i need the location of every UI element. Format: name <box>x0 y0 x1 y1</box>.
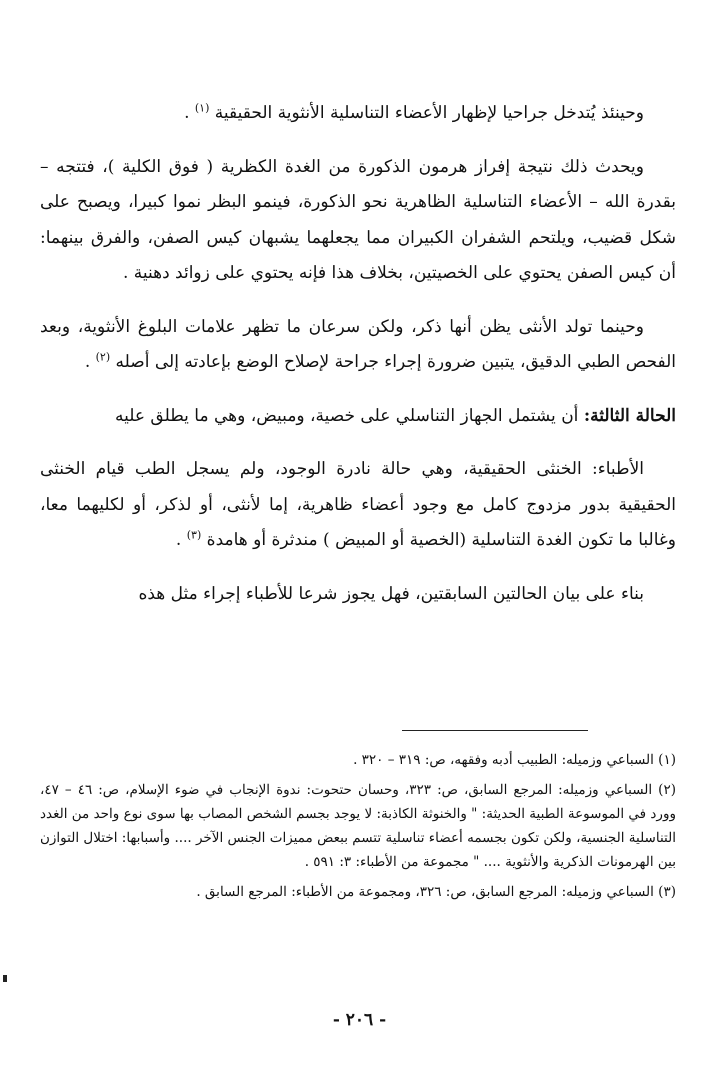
paragraph-4 <box>40 399 676 435</box>
main-text <box>40 96 676 612</box>
footnote-ref-2[interactable]: (٢) <box>95 350 111 364</box>
paragraph-1-end: . <box>184 103 195 123</box>
paragraph-4-text: أن يشتمل الجهاز التناسلي على خصية، ومبيض، وهي ما يطلق عليه <box>115 405 579 426</box>
footnote-2: (٢) السباعي وزميله: المرجع السابق، ص: ٣٢٣، وحسان حتحوت: ندوة الإنجاب في ضوء الإسلام، ص: ٤٦ – ٤٧، وورد في الموسوعة الطبية الحديثة: " والخنوثة الكاذبة: لا يوجد بجسم الشخص المصاب بها سوى نوع واحد من الغدد التناسلية الجنسية، ولكن تكون بجسمه أعضاء تناسلية تتسم ببعض مميزات الجنس الآخر .... وأسبابها: اختلال التوازن بين الهرمونات الذكرية والأنثوية .... " مجموعة من الأطباء: ٣: ٥٩١ . <box>40 782 676 870</box>
paragraph-5-end: . <box>175 530 187 550</box>
paragraph-1 <box>40 96 676 132</box>
paragraph-3-text: وحينما تولد الأنثى يظن أنها ذكر، ولكن سرعان ما تظهر علامات البلوغ الأنثوية، وبعد الفحص الطبي الدقيق، يتبين ضرورة إجراء جراحة لإصلاح الوضع بإعادته إلى أصله <box>40 316 676 372</box>
scan-edge-mark <box>3 975 7 982</box>
paragraph-1-text: وحينئذ يُتدخل جراحيا لإظهار الأعضاء التناسلية الأنثوية الحقيقية <box>214 103 644 123</box>
paragraph-5-text: الأطباء: الخنثى الحقيقية، وهي حالة نادرة الوجود، ولم يسجل الطب قيام الخنثى الحقيقية بدور مزدوج كامل مع وجود أعضاء ظاهرية، إما لأنثى، أو لذكر، أو لكليهما معا، وغالبا ما تكون الغدة التناسلية (الخصية أو المبيض ) مندثرة أو هامدة <box>40 459 676 550</box>
footnote-1: (١) السباعي وزميله: الطبيب أدبه وفقهه، ص: ٣١٩ – ٣٢٠ . <box>353 752 676 768</box>
paragraph-3-end: . <box>84 352 96 372</box>
paragraph-6 <box>40 577 676 613</box>
paragraph-2 <box>40 150 676 292</box>
footnote-divider <box>402 730 588 731</box>
footnote-3: (٣) السباعي وزميله: المرجع السابق، ص: ٣٢٦، ومجموعة من الأطباء: المرجع السابق . <box>196 884 676 900</box>
footnote-ref-1[interactable]: (١) <box>194 101 210 115</box>
page-number: - ٢٠٦ - <box>332 1010 387 1030</box>
paragraph-2-text: ويحدث ذلك نتيجة إفراز هرمون الذكورة من الغدة الكظرية ( فوق الكلية )، فتتجه – بقدرة الله – الأعضاء التناسلية الظاهرية نحو الذكورة، فينمو البظر نموا كبيرا، ويصبح على شكل قضيب، ويلتحم الشفران الكبيران مما يجعلهما يشبهان كيس الصفن، والفرق بينهما: أن كيس الصفن يحتوي على الخصيتين، بخلاف هذا فإنه يحتوي على زوائد دهنية . <box>40 156 676 283</box>
case-three-label: الحالة الثالثة: <box>583 405 676 426</box>
footnotes <box>40 748 676 910</box>
paragraph-5 <box>40 452 676 559</box>
paragraph-3 <box>40 310 676 381</box>
footnote-ref-3[interactable]: (٣) <box>186 528 202 542</box>
paragraph-6-text: بناء على بيان الحالتين السابقتين، فهل يجوز شرعا للأطباء إجراء مثل هذه <box>138 583 644 604</box>
